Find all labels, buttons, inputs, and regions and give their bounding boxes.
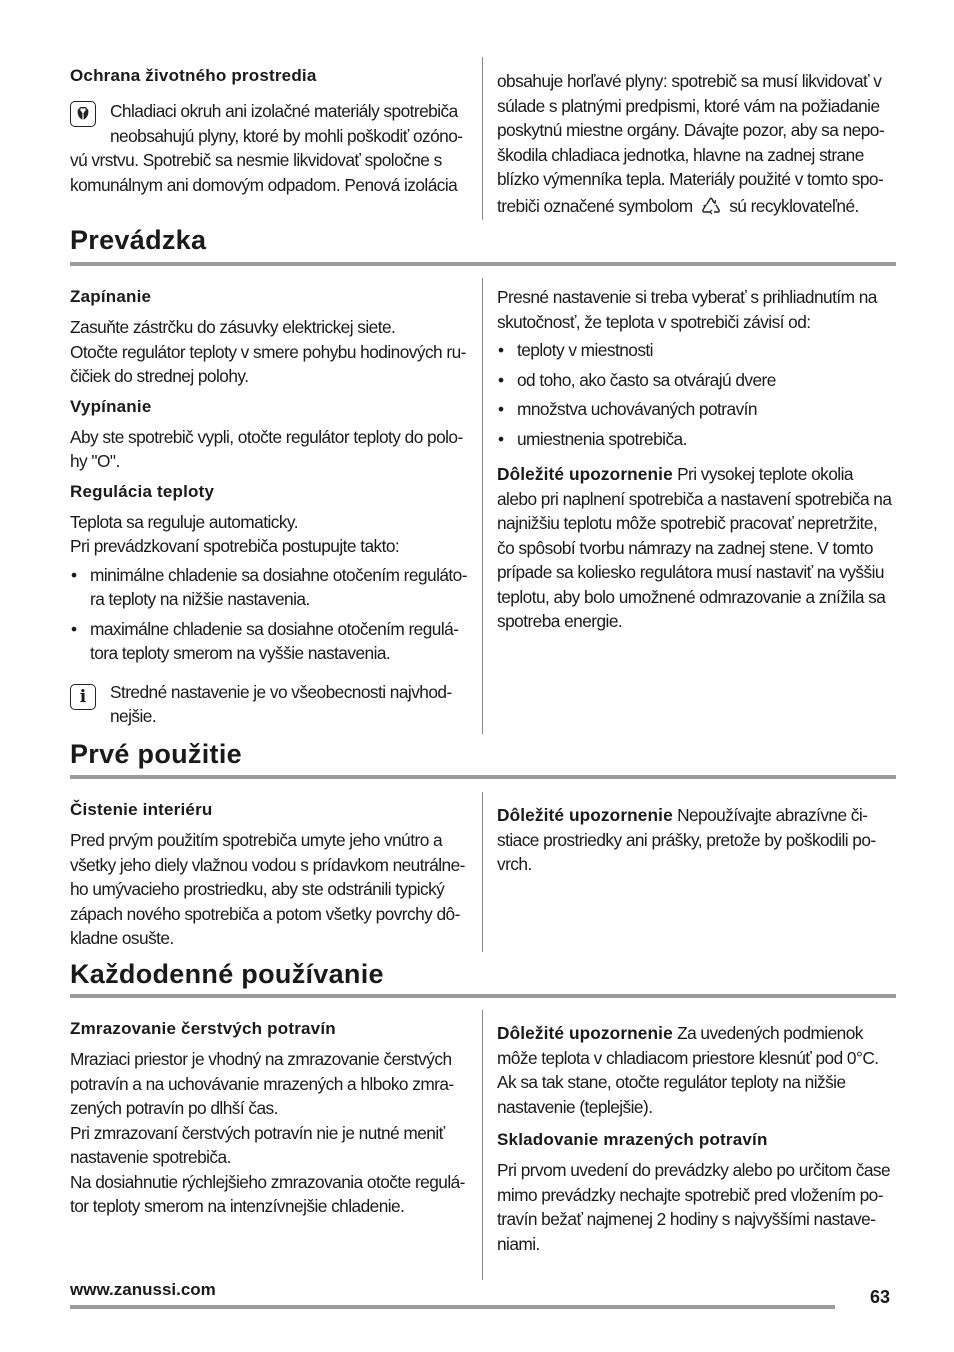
important-note-line-4: čo spôsobí tvorbu námrazy na zadnej stene. V tomto (497, 537, 873, 558)
regulacia-bullet-list (70, 563, 468, 666)
zapinanie-line-1: Zasuňte zástrčku do zásuvky elektrickej siete. (70, 317, 396, 337)
prevadzka-right-column (497, 285, 896, 634)
column-divider (482, 1010, 483, 1280)
recycle-text-after: sú recyklovateľné. (729, 195, 859, 216)
list-item: • od toho, ako často sa otvárajú dvere (497, 368, 896, 393)
recycle-text-before: trebiči označené symbolom (497, 195, 693, 216)
list-item (70, 563, 468, 612)
column-divider (482, 57, 483, 220)
important-note-line-5: prípade sa koliesko regulátora musí nastaviť na vyššiu (497, 562, 884, 582)
list-item: • teploty v miestnosti (497, 338, 896, 363)
vypinanie-line-1: Aby ste spotrebič vypli, otočte regulátor teploty do polo- (70, 426, 463, 447)
important-note-line-1 (497, 462, 896, 487)
info-icon: i (70, 684, 96, 710)
skladovanie-line-1: Pri prvom uvedení do prevádzky alebo po určitom čase (497, 1160, 891, 1180)
prve-important-line-3: vrch. (497, 854, 532, 874)
section-bar-prve-pouzitie (70, 775, 896, 779)
prve-pouzitie-section (70, 792, 896, 952)
section-bar-prevadzka (70, 262, 896, 266)
section-bar-kazdodenne (70, 994, 896, 998)
prve-important-line-2: stiace prostriedky ani prášky, pretože by poškodili po- (497, 829, 876, 850)
vypinanie-line-2: hy "O". (70, 451, 120, 471)
skladovanie-line-4: niami. (497, 1233, 540, 1254)
prve-right-column (497, 803, 896, 877)
important-note-line-6: teplotu, aby bolo umožnené odmrazovanie a znížila sa (497, 586, 886, 607)
environment-right-line-6 (497, 194, 896, 219)
footer-bar (70, 1305, 835, 1309)
prevadzka-intro-line-2: skutočnosť, že teplota v spotrebiči závisí od: (497, 311, 811, 332)
section-title-prve-pouzitie: Prvé použitie (70, 739, 242, 769)
recycle-icon (700, 196, 722, 216)
environment-right-line-3: poskytnú miestne orgány. Dávajte pozor, aby sa nepo- (497, 120, 885, 140)
kazdodenne-left-column (70, 1019, 468, 1219)
skladovanie-line-2: mimo prevádzky nechajte spotrebič pred vložením po- (497, 1184, 883, 1205)
bullet-2-line-2: tora teploty smerom na vyššie nastavenia. (90, 643, 391, 663)
zmrazovanie-line-5: nastavenie spotrebiča. (70, 1147, 231, 1167)
prevadzka-left-column (70, 287, 468, 729)
info-note-line-1: Stredné nastavenie je vo všeobecnosti najvhod- (110, 681, 452, 702)
environment-left-column (70, 66, 468, 197)
kazdodenne-important-line-2: môže teplota v chladiacom priestore klesnúť pod 0°C. (497, 1047, 879, 1068)
section-title-prevadzka: Prevádzka (70, 225, 207, 255)
kazdodenne-right-column (497, 1021, 896, 1256)
cistenie-line-4: zápach nového spotrebiča a potom všetky povrchy dô- (70, 903, 460, 924)
list-item: • umiestnenia spotrebiča. (497, 427, 896, 452)
column-divider (482, 278, 483, 734)
list-item (70, 617, 468, 666)
environment-heading: Ochrana životného prostredia (70, 66, 317, 85)
heading-vypinanie: Vypínanie (70, 396, 152, 416)
important-label: Dôležité upozornenie (497, 464, 673, 484)
environment-line-2: neobsahujú plyny, ktoré by mohli poškodiť ozóno- (110, 125, 463, 146)
prve-important-line-1 (497, 803, 896, 828)
zmrazovanie-line-2: potravín a na uchovávanie mrazených a hlboko zmra- (70, 1073, 454, 1094)
zmrazovanie-line-1: Mraziaci priestor je vhodný na zmrazovanie čerstvých (70, 1049, 452, 1069)
important-first-text: Nepoužívajte abrazívne či- (677, 805, 868, 825)
important-label: Dôležité upozornenie (497, 1023, 673, 1043)
info-note (70, 680, 468, 729)
important-first-text: Za uvedených podmienok (677, 1023, 863, 1043)
regulacia-line-1: Teplota sa reguluje automaticky. (70, 511, 298, 532)
heading-skladovanie: Skladovanie mrazených potravín (497, 1130, 768, 1149)
heading-regulacia: Regulácia teploty (70, 481, 215, 501)
footer-website-link[interactable]: www.zanussi.com (70, 1280, 216, 1299)
important-note-line-3: najnižšiu teplotu môže spotrebič pracovať nepretržite, (497, 513, 878, 533)
kazdodenne-important-line-1 (497, 1021, 896, 1046)
eco-leaf-svg (74, 105, 92, 123)
environment-line-4: komunálnym ani domovým odpadom. Penová izolácia (70, 174, 458, 195)
kazdodenne-section (70, 1010, 896, 1280)
important-label: Dôležité upozornenie (497, 805, 673, 825)
kazdodenne-important-line-3: Ak sa tak stane, otočte regulátor teploty na nižšie (497, 1072, 846, 1092)
environment-right-column (497, 69, 896, 218)
zapinanie-line-2: Otočte regulátor teploty v smere pohybu hodinových ru- (70, 341, 466, 362)
list-item: • množstva uchovávaných potravín (497, 397, 896, 422)
important-note-line-7: spotreba energie. (497, 611, 623, 631)
heading-zapinanie: Zapínanie (70, 287, 152, 306)
environment-line-3: vú vrstvu. Spotrebič sa nesmie likvidovať spoločne s (70, 150, 442, 170)
environment-line-1: Chladiaci okruh ani izolačné materiály spotrebiča (110, 101, 458, 121)
environment-right-line-1: obsahuje horľavé plyny: spotrebič sa musí likvidovať v (497, 71, 882, 91)
zmrazovanie-line-6: Na dosiahnutie rýchlejšieho zmrazovania otočte regulá- (70, 1171, 465, 1192)
cistenie-line-1: Pred prvým použitím spotrebiča umyte jeho vnútro a (70, 830, 443, 850)
column-divider (482, 792, 483, 952)
regulacia-line-2: Pri prevádzkovaní spotrebiča postupujte takto: (70, 536, 400, 556)
zmrazovanie-line-3: zených potravín po dlhší čas. (70, 1098, 278, 1118)
zapinanie-line-3: čičiek do strednej polohy. (70, 366, 249, 386)
bullet-1-line-1: • minimálne chladenie sa dosiahne otočením reguláto- (90, 564, 467, 585)
cistenie-line-5: kladne osušte. (70, 928, 174, 948)
heading-zmrazovanie: Zmrazovanie čerstvých potravín (70, 1019, 336, 1038)
environment-right-line-5: blízko výmenníka tepla. Materiály použité v tomto spo- (497, 169, 884, 189)
heading-cistenie: Čistenie interiéru (70, 800, 213, 819)
environment-right-line-2: súlade s platnými predpismi, ktoré vám na požiadanie (497, 95, 880, 116)
environment-right-line-4: škodila chladiaca jednotka, hlavne na zadnej strane (497, 144, 864, 165)
environment-note (70, 99, 468, 148)
prve-left-column (70, 800, 468, 951)
page-number: 63 (870, 1287, 891, 1307)
important-note-line-2: alebo pri naplnení spotrebiča a nastavení spotrebiča na (497, 488, 892, 509)
prevadzka-intro-line-1: Presné nastavenie si treba vyberať s prihliadnutím na (497, 287, 877, 307)
section-title-kazdodenne: Každodenné používanie (70, 959, 384, 989)
important-first-text: Pri vysokej teplote okolia (677, 464, 853, 484)
eco-leaf-icon (70, 101, 96, 127)
prevadzka-section (70, 278, 896, 734)
environment-section (70, 57, 896, 220)
skladovanie-line-3: travín bežať najmenej 2 hodiny s najvyššími nastave- (497, 1209, 876, 1229)
cistenie-line-3: ho umývacieho prostriedku, aby ste odstránili typický (70, 879, 445, 899)
bullet-1-line-2: ra teploty na nižšie nastavenia. (90, 589, 310, 609)
zmrazovanie-line-7: tor teploty smerom na intenzívnejšie chladenie. (70, 1196, 405, 1216)
temperature-factors-list (497, 338, 896, 451)
bullet-2-line-1: • maximálne chladenie sa dosiahne otočením regulá- (90, 618, 459, 639)
zmrazovanie-line-4: Pri zmrazovaní čerstvých potravín nie je nutné meniť (70, 1122, 445, 1143)
cistenie-line-2: všetky jeho diely vlažnou vodou s prídavkom neutrálne- (70, 854, 465, 875)
kazdodenne-important-line-4: nastavenie (teplejšie). (497, 1096, 653, 1117)
info-note-line-2: nejšie. (110, 706, 157, 726)
